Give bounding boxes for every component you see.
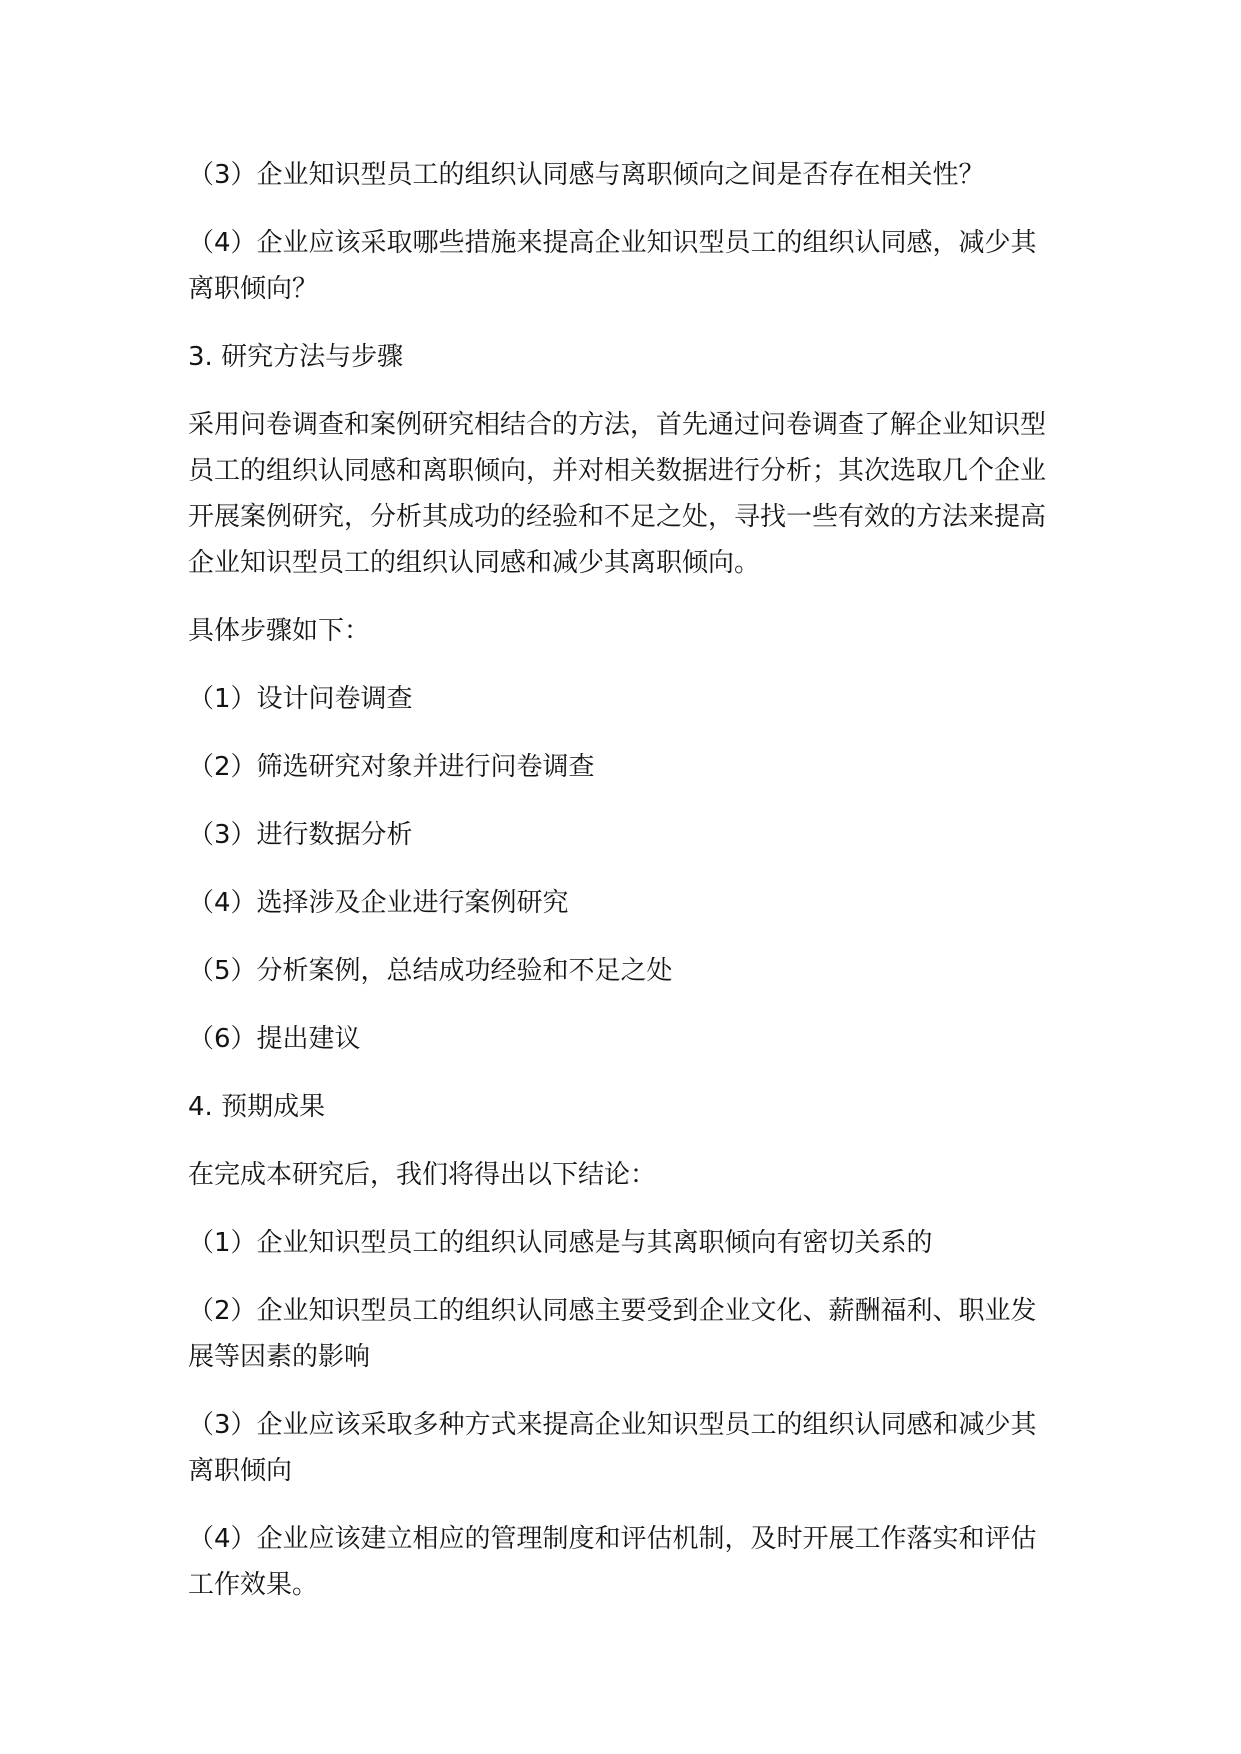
- document-body: [188, 152, 1054, 1630]
- step-6: （6）提出建议: [188, 1024, 361, 1054]
- steps-intro: 具体步骤如下：: [188, 616, 371, 646]
- conclusion-1: （1）企业知识型员工的组织认同感是与其离职倾向有密切关系的: [188, 1228, 933, 1258]
- step-5: （5）分析案例，总结成功经验和不足之处: [188, 956, 673, 986]
- outcomes-intro: 在完成本研究后，我们将得出以下结论：: [188, 1160, 657, 1190]
- methods-paragraph: 采用问卷调查和案例研究相结合的方法，首先通过问卷调查了解企业知识型员工的组织认同感和离职倾向，并对相关数据进行分析；其次选取几个企业开展案例研究，分析其成功的经验和不足之处，寻找一些有效的方法来提高企业知识型员工的组织认同感和减少其离职倾向。: [188, 410, 1047, 578]
- conclusion-2: （2）企业知识型员工的组织认同感主要受到企业文化、薪酬福利、职业发展等因素的影响: [188, 1296, 1037, 1372]
- section-heading-methods: 3. 研究方法与步骤: [188, 342, 404, 372]
- research-question-3: （3）企业知识型员工的组织认同感与离职倾向之间是否存在相关性？: [188, 160, 985, 190]
- section-heading-outcomes: 4. 预期成果: [188, 1092, 326, 1122]
- research-question-4: （4）企业应该采取哪些措施来提高企业知识型员工的组织认同感，减少其离职倾向？: [188, 228, 1037, 304]
- conclusion-4: （4）企业应该建立相应的管理制度和评估机制，及时开展工作落实和评估工作效果。: [188, 1524, 1037, 1600]
- conclusion-3: （3）企业应该采取多种方式来提高企业知识型员工的组织认同感和减少其离职倾向: [188, 1410, 1037, 1486]
- step-4: （4）选择涉及企业进行案例研究: [188, 888, 569, 918]
- step-2: （2）筛选研究对象并进行问卷调查: [188, 752, 595, 782]
- step-3: （3）进行数据分析: [188, 820, 413, 850]
- step-1: （1）设计问卷调查: [188, 684, 413, 714]
